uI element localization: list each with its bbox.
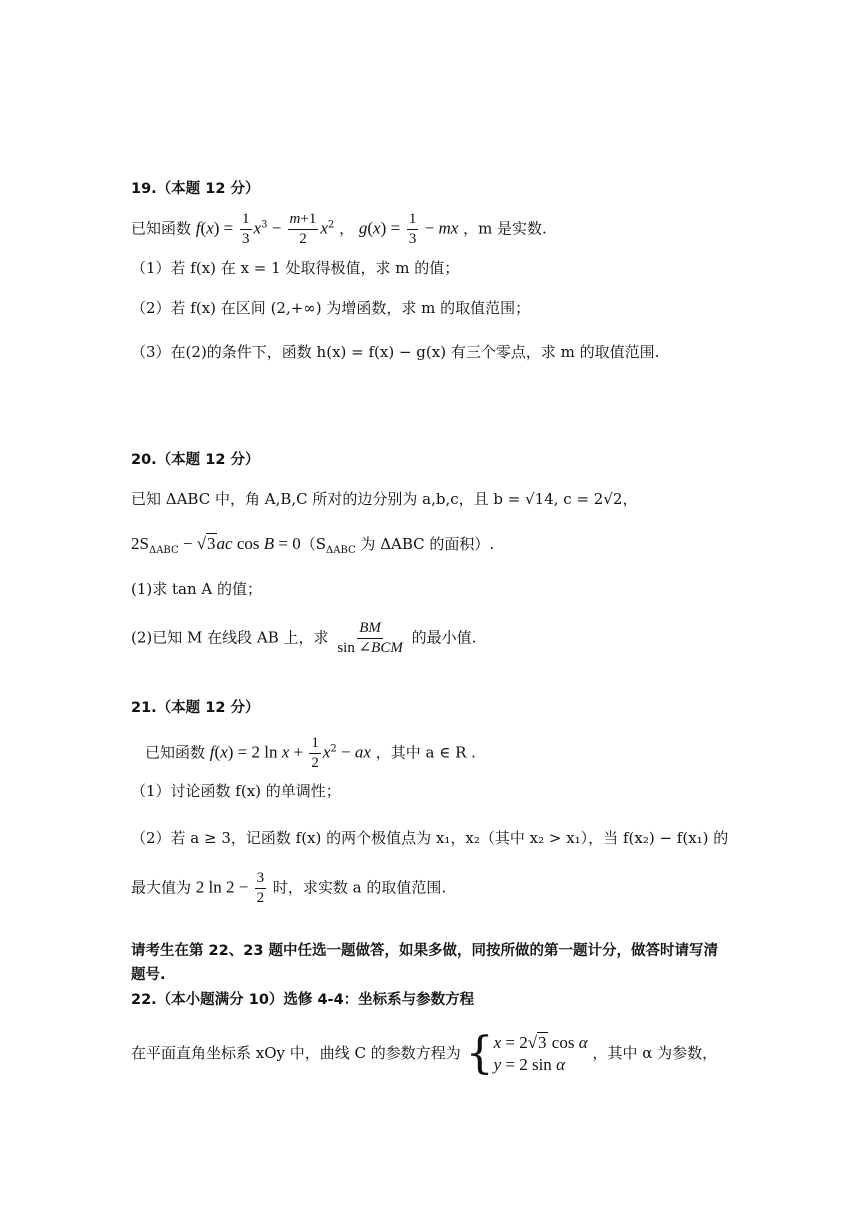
q22-header: 22.（本小题满分 10）选修 4-4：坐标系与参数方程 (131, 992, 475, 1008)
q20-intro: 已知 ΔABC 中，角 A,B,C 所对的边分别为 a,b,c，且 b = √14, c = 2√2， (131, 490, 638, 508)
q20-header: 20.（本题 12 分） (131, 452, 260, 468)
q19-intro: 已知函数 f(x) = $\frac{1}{3}$ $x^3$ − $\frac{m+1}{2}$ $x^2$ ， g(x) = $\frac{1}{3}$ − mx ，m 是实数. (131, 211, 547, 247)
q19-part1: （1）若 f(x) 在 x = 1 处取得极值，求 m 的值； (131, 259, 460, 277)
q19-part3: （3）在(2)的条件下，函数 h(x) = f(x) − g(x) 有三个零点，求 m 的取值范围. (131, 343, 660, 361)
q20-part2: (2)已知 M 在线段 AB 上，求 $\frac{BM}{\text{sin ∠BCM}}$ 的最小值. (131, 620, 477, 656)
q22-intro: 在平面直角坐标系 xOy 中，曲线 C 的参数方程为 { x = 2√3 cos α y = 2 sin α ，其中 α 为参数， (131, 1028, 718, 1079)
q21-header: 21.（本题 12 分） (131, 700, 260, 716)
q21-part2: （2）若 a ≥ 3，记函数 f(x) 的两个极值点为 x₁，x₂（其中 x₂ > x₁），当 f(x₂) − f(x₁) 的 (131, 829, 729, 847)
notice-line2: 题号. (131, 967, 166, 983)
q21-part1: （1）讨论函数 f(x) 的单调性； (131, 782, 341, 800)
q20-condition: $2S_{\Delta ABC} - √3ac$ $\cos B = 0(S_{\Delta ABC}$ 为 ΔABC 的面积）. (131, 534, 495, 556)
q19-header: 19.（本题 12 分） (131, 181, 260, 197)
q21-part2-cont: 最大值为 2 ln 2 − $\frac{3}{2}$ 时，求实数 a 的取值范围. (131, 870, 447, 906)
notice-line1: 请考生在第 22、23 题中任选一题做答，如果多做，同按所做的第一题计分，做答时请写清 (131, 943, 718, 959)
q19-part2: （2）若 f(x) 在区间 (2,+∞) 为增函数，求 m 的取值范围； (131, 299, 531, 317)
q21-intro: 已知函数 f(x) = 2 ln x + $\frac{1}{2}$ $x^2$ − ax ，其中 a ∈ R . (145, 735, 476, 771)
q20-part1: (1)求 tan A 的值； (131, 580, 263, 598)
